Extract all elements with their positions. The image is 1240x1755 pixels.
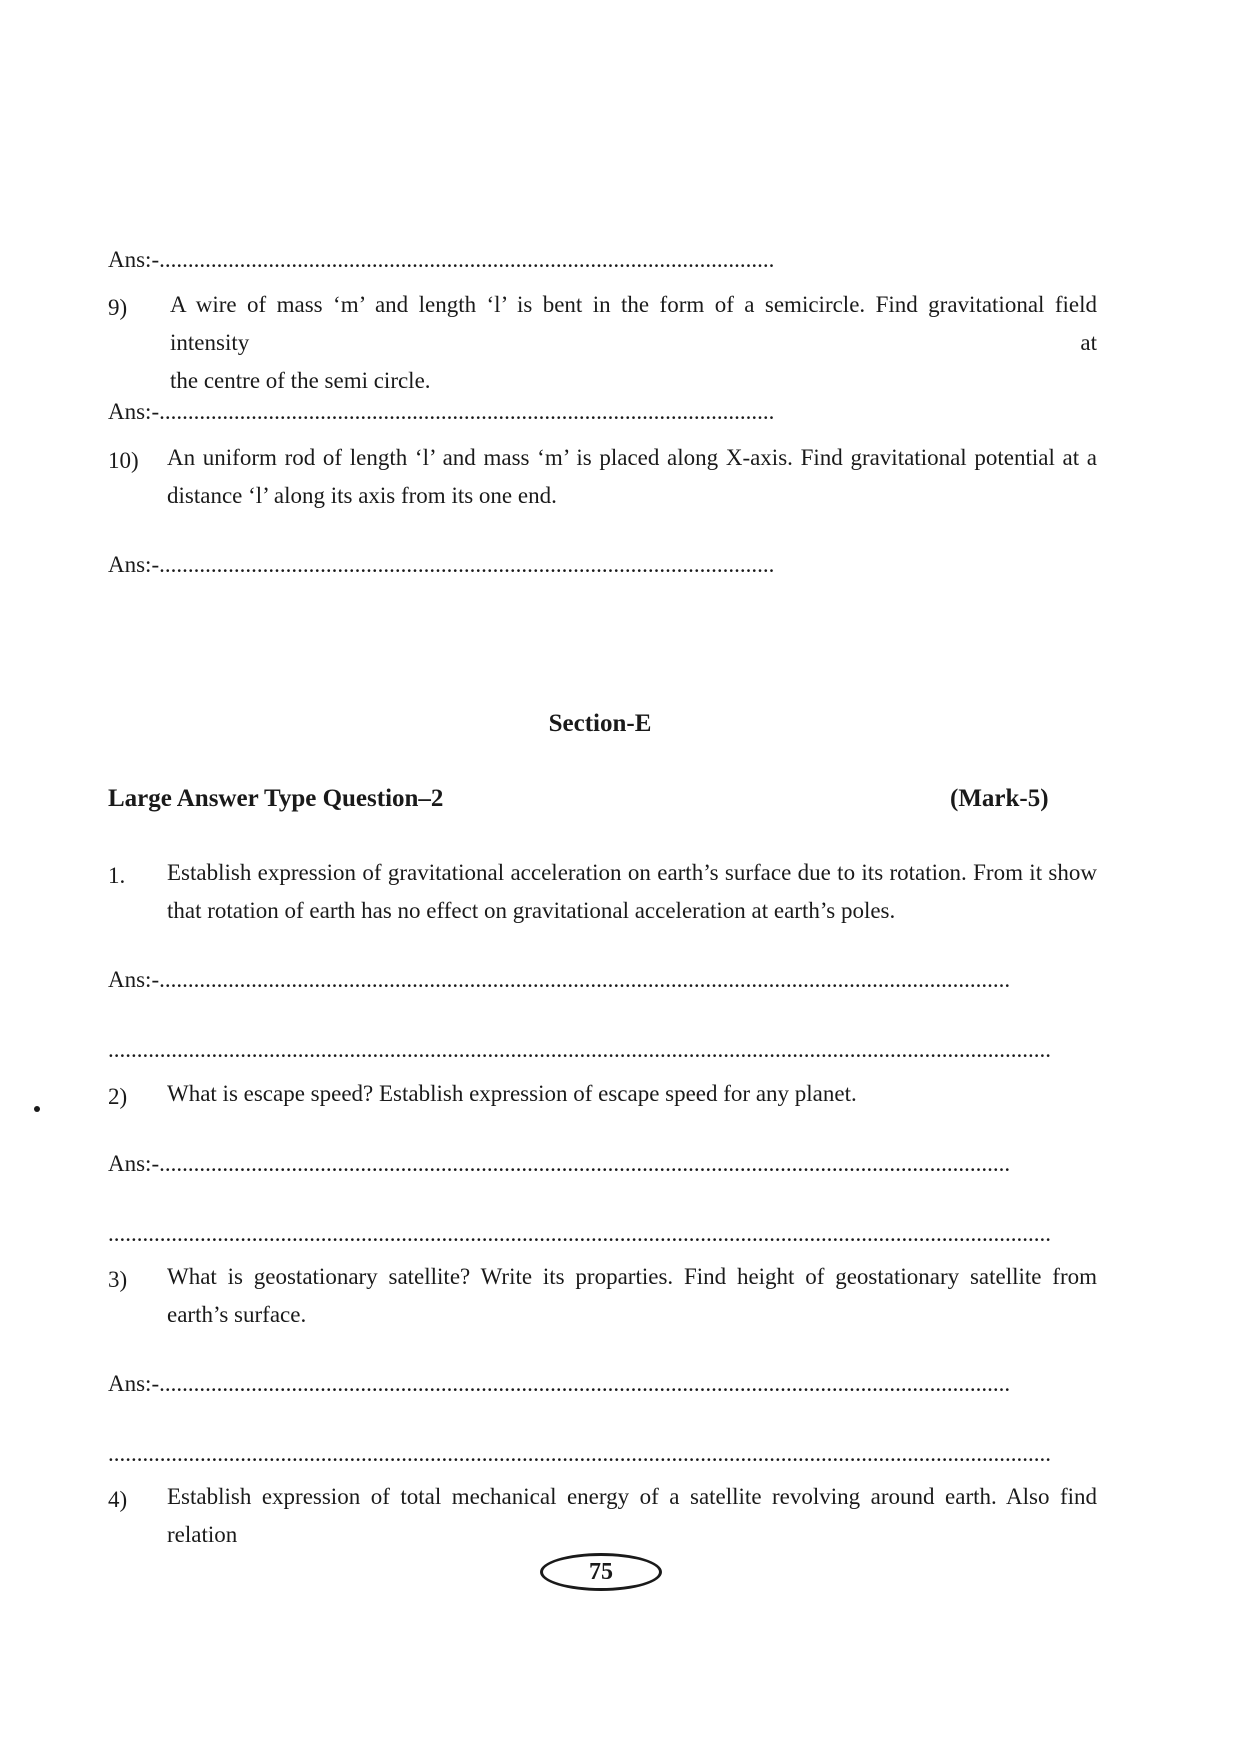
question-number: 9) bbox=[108, 295, 128, 320]
question-line: distance ‘l’ along its axis from its one end. bbox=[167, 483, 557, 508]
question-text bbox=[167, 1075, 1097, 1113]
question-line: What is geostationary satellite? Write its proparties. Find height of geostationary satellite from bbox=[167, 1264, 1097, 1289]
question-number: 2) bbox=[108, 1084, 128, 1109]
question-text bbox=[167, 1258, 1097, 1334]
margin-dot bbox=[34, 1106, 40, 1112]
answer-line: Ans:-.................................................................................................................................................... bbox=[108, 1372, 1011, 1395]
question-line: that rotation of earth has no effect on gravitational acceleration at earth’s poles. bbox=[167, 898, 896, 923]
question-number: 3) bbox=[108, 1267, 128, 1292]
answer-line: Ans:-.................................................................................................................................................... bbox=[108, 1152, 1011, 1175]
answer-line: Ans:-........................................................................................................... bbox=[108, 553, 775, 576]
question-line: An uniform rod of length ‘l’ and mass ‘m’ is placed along X-axis. Find gravitational potential at a bbox=[167, 445, 1097, 470]
question-line: Establish expression of total mechanical energy of a satellite revolving around earth. Also find relation bbox=[167, 1484, 1097, 1547]
question-number: 10) bbox=[108, 448, 139, 473]
question-text bbox=[167, 1478, 1097, 1554]
question-text bbox=[167, 439, 1097, 515]
answer-continuation-line: .................................................................................................................................................................... bbox=[108, 1222, 1051, 1245]
answer-line: Ans:-........................................................................................................... bbox=[108, 248, 775, 271]
question-line: the centre of the semi circle. bbox=[170, 368, 431, 393]
answer-line: Ans:-........................................................................................................... bbox=[108, 400, 775, 423]
question-text bbox=[167, 854, 1097, 930]
question-line: earth’s surface. bbox=[167, 1302, 307, 1327]
question-line: What is escape speed? Establish expression of escape speed for any planet. bbox=[167, 1081, 857, 1106]
question-line: Establish expression of gravitational acceleration on earth’s surface due to its rotation. From it show bbox=[167, 860, 1097, 885]
answer-line: Ans:-.................................................................................................................................................... bbox=[108, 968, 1011, 991]
question-number: 4) bbox=[108, 1487, 128, 1512]
section-heading: Large Answer Type Question–2 bbox=[108, 785, 444, 812]
page-number: 75 bbox=[540, 1553, 662, 1591]
marks-label: (Mark-5) bbox=[950, 785, 1049, 812]
question-text bbox=[170, 286, 1097, 400]
answer-continuation-line: .................................................................................................................................................................... bbox=[108, 1038, 1051, 1061]
question-number: 1. bbox=[108, 863, 126, 888]
section-title: Section-E bbox=[548, 710, 652, 737]
question-line: A wire of mass ‘m’ and length ‘l’ is bent in the form of a semicircle. Find gravitational field intensity at bbox=[170, 292, 1097, 355]
answer-continuation-line: .................................................................................................................................................................... bbox=[108, 1442, 1051, 1465]
